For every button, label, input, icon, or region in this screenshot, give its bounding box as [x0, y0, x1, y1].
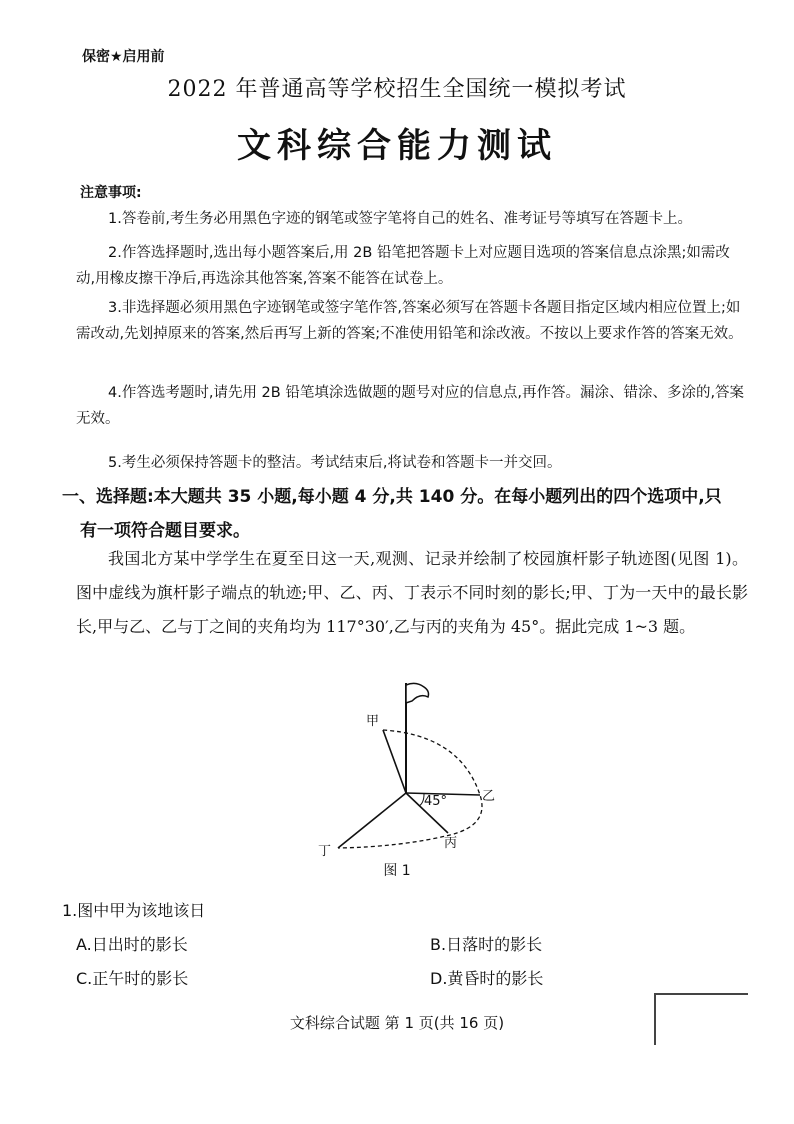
shadow-ding	[338, 793, 406, 848]
note-item-2: 2.作答选择题时,选出每小题答案后,用 2B 铅笔把答题卡上对应题目选项的答案信息点涂黑;如需改动,用橡皮擦干净后,再选涂其他答案,答案不能答在试卷上。	[76, 245, 730, 287]
figure-caption: 图 1	[383, 863, 411, 879]
label-yi: 乙	[482, 789, 496, 804]
flagpole-shadow-diagram	[300, 675, 510, 885]
notes-heading: 注意事项:	[80, 185, 142, 201]
shadow-jia	[383, 730, 406, 793]
question-1-stem: 1.图中甲为该地该日	[62, 901, 206, 920]
note-item-4: 4.作答选考题时,请先用 2B 铅笔填涂选做题的题号对应的信息点,再作答。漏涂、错涂、多涂的,答案无效。	[76, 385, 745, 427]
exam-title: 2022 年普通高等学校招生全国统一模拟考试	[167, 77, 627, 102]
label-ding: 丁	[318, 844, 332, 859]
section-heading	[62, 480, 748, 548]
option-a: A.日出时的影长	[76, 935, 188, 954]
flag-icon	[406, 683, 429, 703]
option-b: B.日落时的影长	[430, 935, 543, 954]
angle-label: 45°	[424, 794, 448, 809]
corner-box	[654, 993, 748, 1045]
page-footer: 文科综合试题 第 1 页(共 16 页)	[289, 1014, 505, 1032]
option-d: D.黄昏时的影长	[430, 969, 544, 988]
label-bing: 丙	[444, 836, 458, 851]
note-item-1: 1.答卷前,考生务必用黑色字迹的钢笔或签字笔将自己的姓名、准考证号等填写在答题卡上。	[108, 211, 692, 227]
confidential-label: 保密★启用前	[82, 49, 165, 65]
option-c: C.正午时的影长	[76, 969, 189, 988]
label-jia: 甲	[366, 714, 380, 729]
paper-title: 文科综合能力测试	[237, 126, 557, 166]
section-heading-line-2: 有一项符合题目要求。	[80, 521, 250, 541]
note-item-5: 5.考生必须保持答题卡的整洁。考试结束后,将试卷和答题卡一并交回。	[108, 455, 562, 471]
section-heading-line-1: 一、选择题:本大题共 35 小题,每小题 4 分,共 140 分。在每小题列出的四个选项中,只	[62, 487, 722, 507]
note-item-3: 3.非选择题必须用黑色字迹钢笔或签字笔作答,答案必须写在答题卡各题目指定区域内相应位置上;如需改动,先划掉原来的答案,然后再写上新的答案;不准使用铅笔和涂改液。不按以上要求作答的答案无效。	[76, 300, 743, 342]
question-intro: 我国北方某中学学生在夏至日这一天,观测、记录并绘制了校园旗杆影子轨迹图(见图 1)。图中虚线为旗杆影子端点的轨迹;甲、乙、丙、丁表示不同时刻的影长;甲、丁为一天中的最长影长,甲与乙、乙与丁之间的夹角均为 117°30′,乙与丙的夹角为 45°。据此完成 1~3 题。	[76, 549, 748, 636]
